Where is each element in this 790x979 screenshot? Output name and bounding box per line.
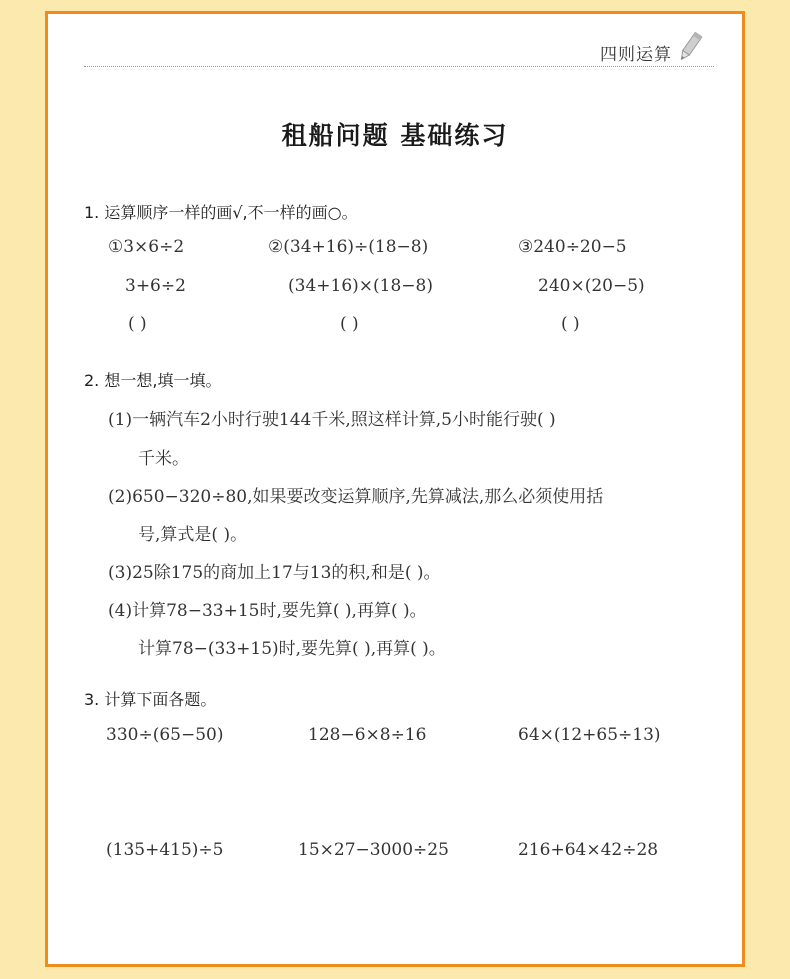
q1-item-2-answer-blank[interactable]: ( ) bbox=[340, 314, 359, 334]
q1-item-3-answer-blank[interactable]: ( ) bbox=[561, 314, 580, 334]
q1-item-3-expression-b: 240×(20−5) bbox=[538, 276, 645, 296]
q3-problem-1: 330÷(65−50) bbox=[106, 725, 224, 745]
q1-item-2-expression-b: (34+16)×(18−8) bbox=[288, 276, 433, 296]
q2-part-4-line-2: 计算78−(33+15)时,要先算( ),再算( )。 bbox=[138, 639, 446, 659]
q1-item-3-expression-a: ③240÷20−5 bbox=[518, 237, 627, 257]
page-header bbox=[84, 36, 714, 67]
q3-problem-5: 15×27−3000÷25 bbox=[298, 840, 449, 860]
section-label: 四则运算 bbox=[600, 45, 672, 65]
q1-item-1-expression-a: ①3×6÷2 bbox=[108, 237, 185, 257]
q3-problem-4: (135+415)÷5 bbox=[106, 840, 224, 860]
q1-item-1-expression-b: 3+6÷2 bbox=[125, 276, 186, 296]
q3-problem-6: 216+64×42÷28 bbox=[518, 840, 659, 860]
q1-item-1-answer-blank[interactable]: ( ) bbox=[128, 314, 147, 334]
q2-part-2-line-2: 号,算式是( )。 bbox=[138, 525, 248, 545]
question-3-heading: 3. 计算下面各题。 bbox=[84, 690, 217, 709]
q3-problem-2: 128−6×8÷16 bbox=[308, 725, 427, 745]
worksheet-title: 租船问题 基础练习 bbox=[281, 121, 509, 150]
q1-item-2-expression-a: ②(34+16)÷(18−8) bbox=[268, 237, 429, 257]
q2-part-1-line-2: 千米。 bbox=[138, 449, 189, 469]
q3-problem-3: 64×(12+65÷13) bbox=[518, 725, 661, 745]
worksheet-page bbox=[45, 11, 745, 967]
q2-part-1-line-1: (1)一辆汽车2小时行驶144千米,照这样计算,5小时能行驶( ) bbox=[108, 410, 556, 430]
pencil-icon bbox=[676, 30, 704, 64]
q2-part-2-line-1: (2)650−320÷80,如果要改变运算顺序,先算减法,那么必须使用括 bbox=[108, 487, 604, 507]
q2-part-3-line: (3)25除175的商加上17与13的积,和是( )。 bbox=[108, 563, 441, 583]
question-2-heading: 2. 想一想,填一填。 bbox=[84, 371, 222, 390]
question-1-heading: 1. 运算顺序一样的画√,不一样的画○。 bbox=[84, 203, 358, 222]
q2-part-4-line-1: (4)计算78−33+15时,要先算( ),再算( )。 bbox=[108, 601, 427, 621]
